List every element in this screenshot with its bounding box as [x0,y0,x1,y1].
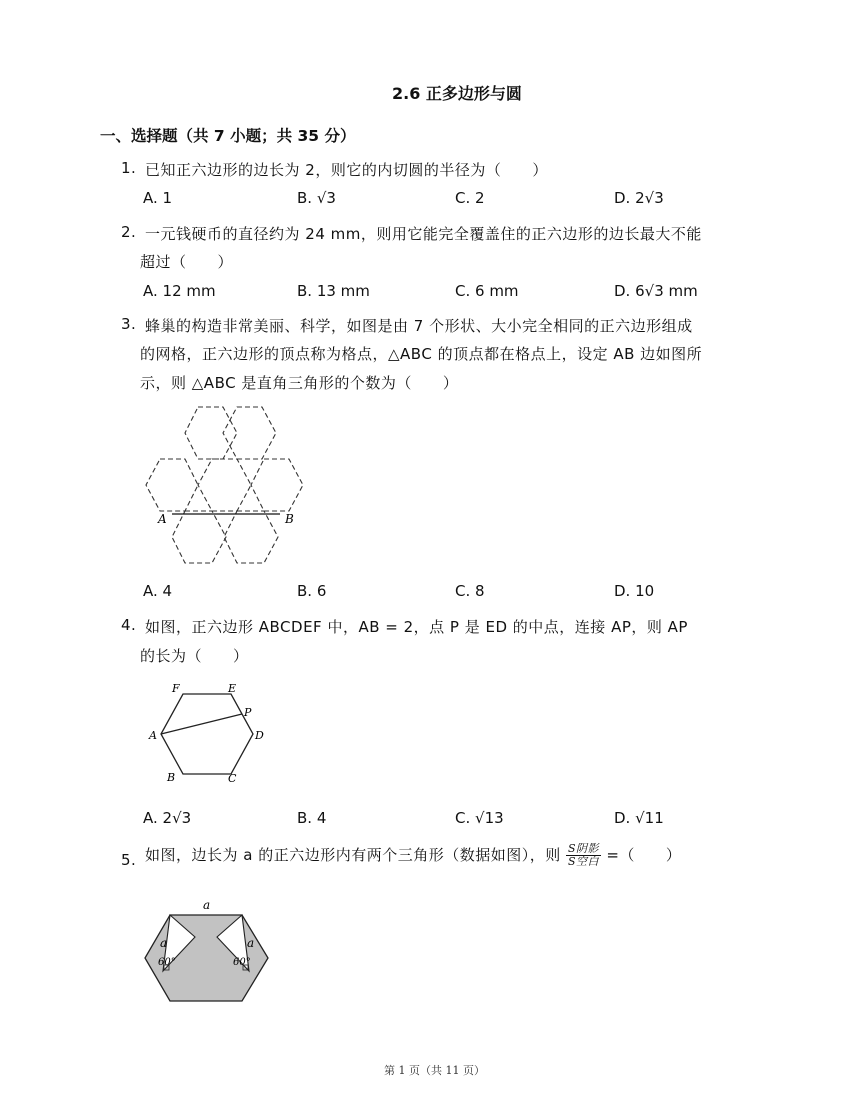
label-b: B [167,771,176,784]
q1-option-a[interactable]: A. 1 [143,189,173,207]
q4-option-d[interactable]: D. √11 [614,809,664,827]
page-title: 2.6 正多边形与圆 [392,84,522,103]
label-60-left: 60° [158,957,176,968]
q2-option-d[interactable]: D. 6√3 mm [614,282,698,300]
label-a-top: a [203,898,211,912]
fraction-numerator: S阴影 [568,842,600,855]
q4-option-a[interactable]: A. 2√3 [143,809,192,827]
section-heading: 一、选择题（共 7 小题；共 35 分） [100,127,356,145]
q2-option-b[interactable]: B. 13 mm [297,282,370,300]
q3-option-d[interactable]: D. 10 [614,582,655,600]
hexagon-abcdef [161,694,253,774]
q1-option-d[interactable]: D. 2√3 [614,189,664,207]
q5-stem-tail: =（ ） [606,846,682,864]
q3-option-b[interactable]: B. 6 [297,582,327,600]
q4-number: 4. [121,616,137,634]
honeycomb-figure [140,402,330,567]
q2-stem-line1: 一元钱硬币的直径约为 24 mm，则用它能完全覆盖住的正六边形的边长最大不能 [145,225,702,243]
q4-option-c[interactable]: C. √13 [455,809,504,827]
shaded-hexagon-figure [140,895,275,1013]
label-60-right: 60° [233,957,251,968]
q2-option-a[interactable]: A. 12 mm [143,282,216,300]
q3-stem-line3: 示，则 △ABC 是直角三角形的个数为（ ） [140,374,459,392]
hexagon-cell [198,459,251,511]
label-a: A [149,729,157,742]
q3-stem-line1: 蜂巢的构造非常美丽、科学，如图是由 7 个形状、大小完全相同的正六边形组成 [145,317,693,335]
q4-option-b[interactable]: B. 4 [297,809,327,827]
hexagon-cell [172,511,226,563]
q1-stem: 已知正六边形的边长为 2，则它的内切圆的半径为（ ） [145,161,548,179]
hexagon-cell [251,459,303,511]
q1-number: 1. [121,159,137,177]
page-footer: 第 1 页（共 11 页） [384,1064,485,1077]
q1-option-c[interactable]: C. 2 [455,189,485,207]
label-a-right: a [247,936,255,950]
q5-stem [145,843,681,868]
q4-stem-line2: 的长为（ ） [140,647,249,665]
hexagon-abcdef-figure [145,680,270,785]
hexagon-cell [185,407,237,459]
q3-number: 3. [121,315,137,333]
label-a: A [158,512,167,526]
q1-option-b[interactable]: B. √3 [297,189,336,207]
shaded-ratio-fraction [566,843,601,868]
q3-stem-line2: 的网格，正六边形的顶点称为格点，△ABC 的顶点都在格点上，设定 AB 边如图所 [140,345,703,363]
label-b: B [285,512,294,526]
hexagon-cell [224,511,278,563]
q5-number: 5. [121,851,137,869]
q4-stem-line1: 如图，正六边形 ABCDEF 中，AB = 2，点 P 是 ED 的中点，连接 AP，则 AP [145,618,688,636]
q5-stem-text: 如图，边长为 a 的正六边形内有两个三角形（数据如图），则 [145,846,561,864]
label-p: P [244,706,252,719]
label-d: D [255,729,264,742]
q2-option-c[interactable]: C. 6 mm [455,282,519,300]
q3-option-a[interactable]: A. 4 [143,582,173,600]
label-f: F [172,682,180,695]
q3-option-c[interactable]: C. 8 [455,582,485,600]
label-c: C [228,772,237,785]
q2-number: 2. [121,223,137,241]
hexagon-cell [146,459,198,511]
segment-ap [161,714,242,734]
hexagon-cell [223,407,276,459]
label-a-left: a [160,936,168,950]
fraction-denominator: S空白 [568,855,600,868]
label-e: E [228,682,237,695]
q2-stem-line2: 超过（ ） [140,253,234,271]
